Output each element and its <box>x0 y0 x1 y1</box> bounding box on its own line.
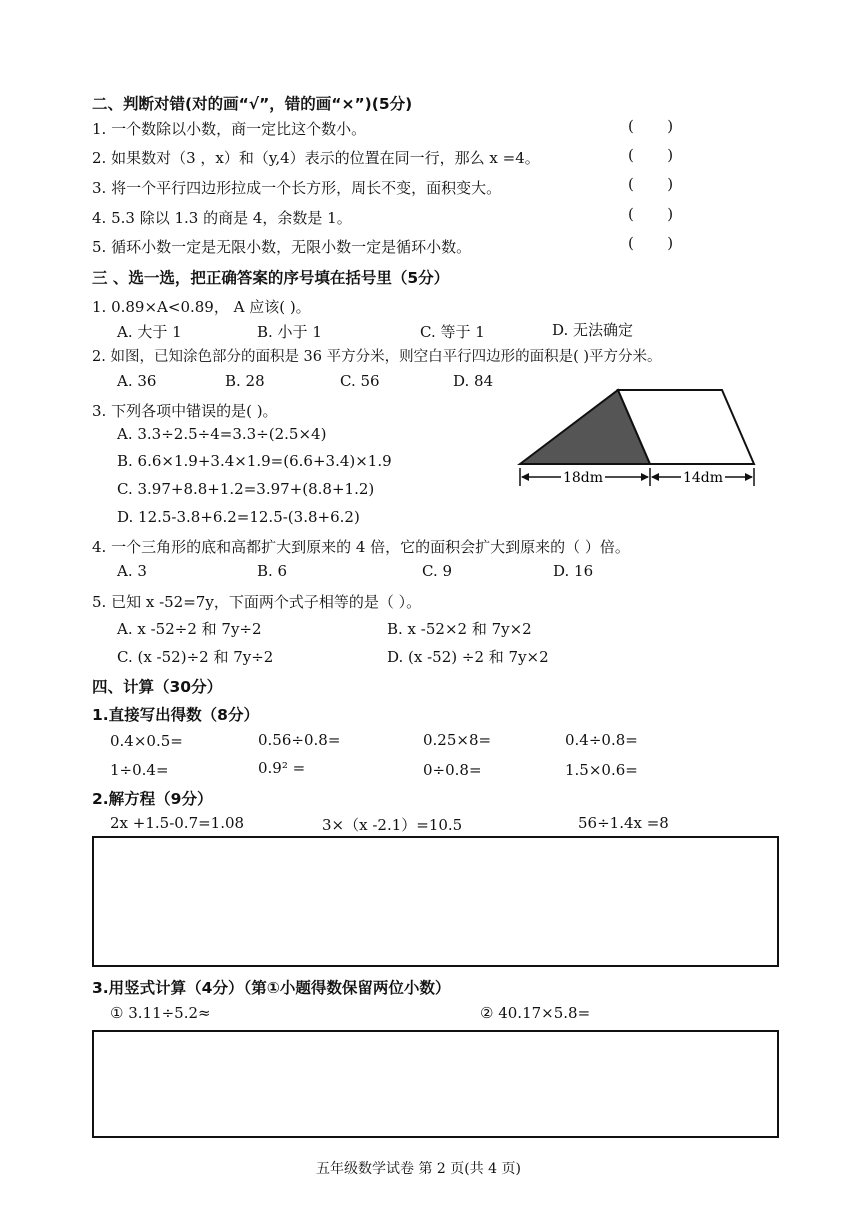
choice-q3-stem: 3. 下列各项中错误的是( )。 <box>92 402 278 420</box>
q2-option-c[interactable]: C. 56 <box>340 372 380 390</box>
q3-option-c[interactable]: C. 3.97+8.8+1.2=3.97+(8.8+1.2) <box>117 480 375 498</box>
answer-paren-3[interactable]: ( ) <box>628 175 674 193</box>
q1-option-d[interactable]: D. 无法确定 <box>552 321 634 339</box>
calc-2-4[interactable]: 1.5×0.6= <box>565 761 638 779</box>
page-footer: 五年级数学试卷 第 2 页(共 4 页) <box>316 1161 521 1177</box>
vertical-calc-2: ② 40.17×5.8= <box>480 1004 591 1022</box>
q4-option-c[interactable]: C. 9 <box>422 562 453 580</box>
q3-option-b[interactable]: B. 6.6×1.9+3.4×1.9=(6.6+3.4)×1.9 <box>117 452 392 470</box>
section4-title: 四、计算（30分） <box>92 678 223 696</box>
part2-title: 2.解方程（9分） <box>92 790 213 808</box>
answer-paren-1[interactable]: ( ) <box>628 117 674 135</box>
answer-paren-5[interactable]: ( ) <box>628 234 674 252</box>
q2-option-a[interactable]: A. 36 <box>117 372 157 390</box>
vertical-calc-1: ① 3.11÷5.2≈ <box>110 1004 211 1022</box>
equation-3: 56÷1.4x =8 <box>578 814 669 832</box>
section3-title: 三 、选一选，把正确答案的序号填在括号里（5分） <box>92 269 450 287</box>
calc-1-3[interactable]: 0.25×8= <box>423 731 492 749</box>
q4-option-a[interactable]: A. 3 <box>117 562 147 580</box>
judge-item-3: 3. 将一个平行四边形拉成一个长方形，周长不变，面积变大。 <box>92 179 502 197</box>
q2-option-d[interactable]: D. 84 <box>453 372 494 390</box>
q4-option-b[interactable]: B. 6 <box>257 562 288 580</box>
vertical-calc-answer-box[interactable] <box>92 1030 779 1138</box>
q1-option-c[interactable]: C. 等于 1 <box>420 323 485 341</box>
equation-2: 3×（x -2.1）=10.5 <box>322 816 463 834</box>
q1-option-b[interactable]: B. 小于 1 <box>257 323 322 341</box>
calc-2-1[interactable]: 1÷0.4= <box>110 761 169 779</box>
q1-option-a[interactable]: A. 大于 1 <box>117 323 182 341</box>
parallelogram-triangle-figure <box>505 380 765 490</box>
equation-answer-box[interactable] <box>92 836 779 967</box>
q5-option-b[interactable]: B. x -52×2 和 7y×2 <box>387 620 532 638</box>
q5-option-d[interactable]: D. (x -52) ÷2 和 7y×2 <box>387 648 549 666</box>
calc-2-3[interactable]: 0÷0.8= <box>423 761 482 779</box>
judge-item-5: 5. 循环小数一定是无限小数，无限小数一定是循环小数。 <box>92 238 472 256</box>
choice-q4-stem: 4. 一个三角形的底和高都扩大到原来的 4 倍，它的面积会扩大到原来的（ ）倍。 <box>92 538 630 556</box>
choice-q1-stem: 1. 0.89×A<0.89， A 应该( )。 <box>92 298 311 316</box>
q2-option-b[interactable]: B. 28 <box>225 372 265 390</box>
choice-q5-stem: 5. 已知 x -52=7y，下面两个式子相等的是（ ）。 <box>92 593 422 611</box>
part1-title: 1.直接写出得数（8分） <box>92 706 259 724</box>
answer-paren-4[interactable]: ( ) <box>628 205 674 223</box>
base-label-14dm: 14dm <box>682 470 724 486</box>
q3-option-a[interactable]: A. 3.3÷2.5÷4=3.3÷(2.5×4) <box>117 425 327 443</box>
q3-option-d[interactable]: D. 12.5-3.8+6.2=12.5-(3.8+6.2) <box>117 508 360 526</box>
equation-1: 2x +1.5-0.7=1.08 <box>110 814 245 832</box>
calc-1-1[interactable]: 0.4×0.5= <box>110 732 183 750</box>
choice-q2-stem: 2. 如图，已知涂色部分的面积是 36 平方分米，则空白平行四边形的面积是( )平方分米。 <box>92 349 662 365</box>
section2-title: 二、判断对错(对的画“√”，错的画“×”)(5分) <box>92 95 413 113</box>
q4-option-d[interactable]: D. 16 <box>553 562 594 580</box>
q5-option-a[interactable]: A. x -52÷2 和 7y÷2 <box>117 620 262 638</box>
judge-item-1: 1. 一个数除以小数，商一定比这个数小。 <box>92 120 367 138</box>
calc-2-2[interactable]: 0.9² = <box>258 759 306 777</box>
judge-item-2: 2. 如果数对（3 ，x）和（y,4）表示的位置在同一行，那么 x =4。 <box>92 149 540 167</box>
part3-title: 3.用竖式计算（4分）（第①小题得数保留两位小数） <box>92 979 451 997</box>
q5-option-c[interactable]: C. (x -52)÷2 和 7y÷2 <box>117 648 274 666</box>
calc-1-2[interactable]: 0.56÷0.8= <box>258 731 341 749</box>
answer-paren-2[interactable]: ( ) <box>628 146 674 164</box>
base-label-18dm: 18dm <box>562 470 604 486</box>
judge-item-4: 4. 5.3 除以 1.3 的商是 4，余数是 1。 <box>92 209 352 227</box>
calc-1-4[interactable]: 0.4÷0.8= <box>565 731 638 749</box>
